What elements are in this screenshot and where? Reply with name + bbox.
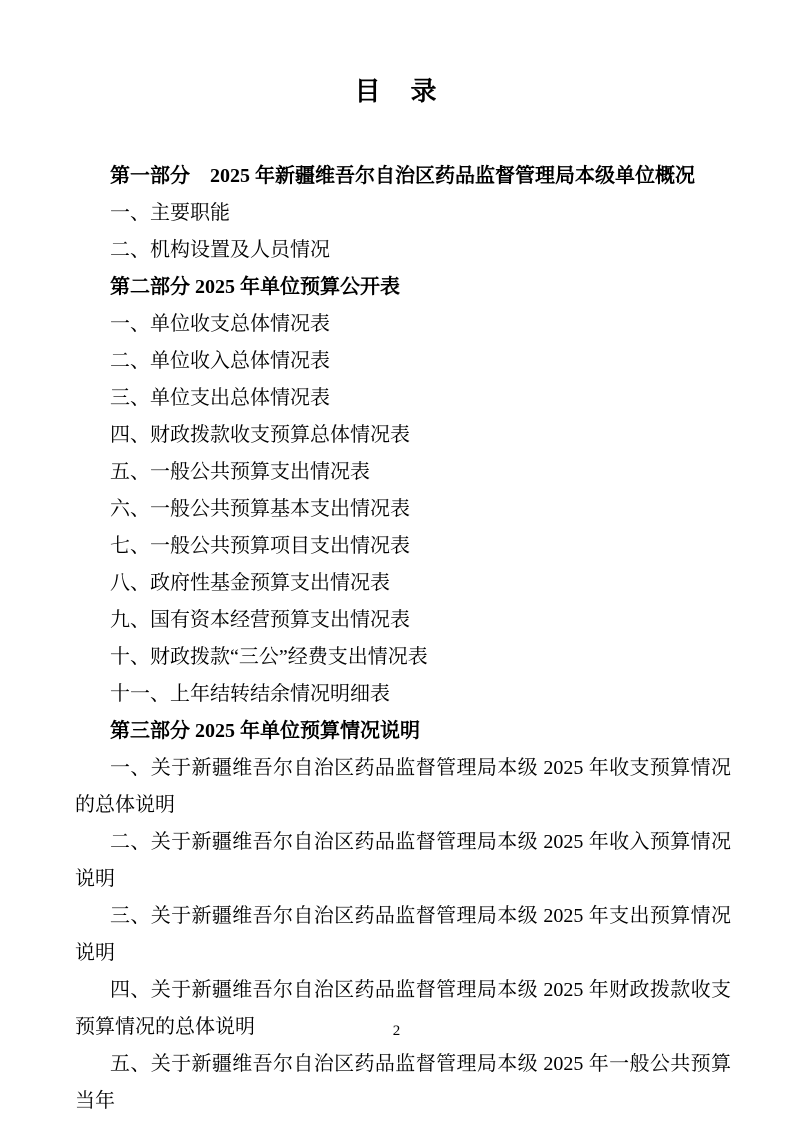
toc-item: 一、关于新疆维吾尔自治区药品监督管理局本级 2025 年收支预算情况的总体说明 [75, 757, 731, 816]
page-title: 目 录 [354, 77, 439, 106]
toc-item: 四、关于新疆维吾尔自治区药品监督管理局本级 2025 年财政拨款收支预算情况的总体说明 [75, 979, 731, 1038]
toc-item: 六、一般公共预算基本支出情况表 [110, 498, 410, 520]
toc-item: 三、单位支出总体情况表 [110, 387, 330, 409]
toc-item: 二、机构设置及人员情况 [110, 239, 330, 261]
toc-item: 七、一般公共预算项目支出情况表 [110, 535, 410, 557]
toc-item: 二、关于新疆维吾尔自治区药品监督管理局本级 2025 年收入预算情况说明 [75, 831, 731, 890]
toc-item: 九、国有资本经营预算支出情况表 [110, 609, 410, 631]
toc-item: 四、财政拨款收支预算总体情况表 [110, 424, 410, 446]
toc-item: 十一、上年结转结余情况明细表 [110, 683, 390, 705]
toc-section-heading: 第二部分 2025 年单位预算公开表 [110, 276, 400, 298]
toc-item: 五、一般公共预算支出情况表 [110, 461, 370, 483]
table-of-contents [75, 158, 731, 1120]
toc-section-heading: 第三部分 2025 年单位预算情况说明 [110, 720, 420, 742]
toc-item: 三、关于新疆维吾尔自治区药品监督管理局本级 2025 年支出预算情况说明 [75, 905, 731, 964]
toc-item: 一、单位收支总体情况表 [110, 313, 330, 335]
toc-item: 二、单位收入总体情况表 [110, 350, 330, 372]
toc-item: 五、关于新疆维吾尔自治区药品监督管理局本级 2025 年一般公共预算当年 [75, 1053, 731, 1112]
page-number: 2 [392, 1023, 401, 1039]
toc-item: 八、政府性基金预算支出情况表 [110, 572, 390, 594]
toc-item: 十、财政拨款“三公”经费支出情况表 [110, 646, 428, 668]
toc-item: 一、主要职能 [110, 202, 230, 224]
toc-section-heading: 第一部分 2025 年新疆维吾尔自治区药品监督管理局本级单位概况 [110, 165, 695, 187]
